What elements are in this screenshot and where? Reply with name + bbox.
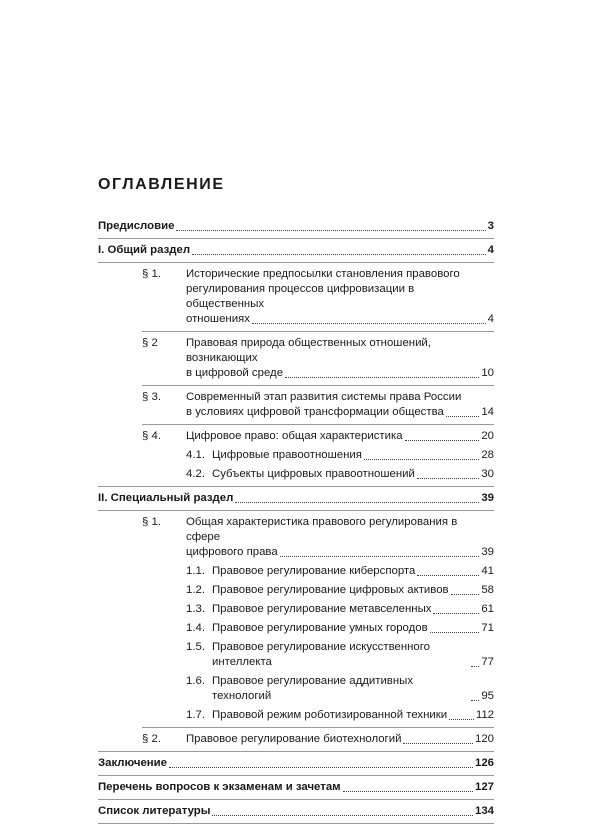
toc-number: § 4. bbox=[142, 430, 161, 442]
toc-label: Список литературы bbox=[98, 805, 211, 817]
toc-page: 61 bbox=[481, 603, 494, 615]
toc-entry-2-1-1[interactable] bbox=[186, 564, 494, 579]
divider bbox=[98, 799, 494, 800]
toc-page: 120 bbox=[474, 733, 494, 745]
divider bbox=[98, 262, 494, 263]
toc-line: в условиях цифровой трансформации общества bbox=[186, 406, 444, 418]
toc-leader bbox=[403, 743, 473, 744]
toc-label: Цифровое право: общая характеристика bbox=[186, 430, 403, 442]
toc-label: Правовое регулирование аддитивных технологий bbox=[212, 675, 414, 702]
toc-page: 58 bbox=[481, 584, 494, 596]
toc-leader bbox=[280, 556, 480, 557]
toc-label: Правовое регулирование искусственного интеллекта bbox=[212, 641, 430, 668]
toc-page: 10 bbox=[481, 367, 494, 379]
toc-page: 126 bbox=[474, 757, 494, 769]
toc-page: 28 bbox=[481, 449, 494, 461]
toc-label: Субъекты цифровых правоотношений bbox=[212, 468, 415, 480]
toc-page: 71 bbox=[481, 622, 494, 634]
divider bbox=[98, 823, 494, 824]
toc-entry-2-1-7[interactable] bbox=[186, 708, 494, 723]
toc-entry-1-3[interactable] bbox=[98, 390, 494, 420]
toc-number: § 2 bbox=[142, 337, 158, 349]
divider bbox=[142, 331, 494, 332]
toc-number: 1.3. bbox=[186, 603, 205, 615]
toc-label: Правовое регулирование киберспорта bbox=[212, 565, 416, 577]
divider bbox=[98, 751, 494, 752]
toc-label: Правовое регулирование цифровых активов bbox=[212, 584, 449, 596]
toc-leader bbox=[451, 594, 480, 595]
toc-line: Правовая природа общественных отношений, возникающих bbox=[186, 337, 431, 364]
toc-entry-literature[interactable] bbox=[98, 804, 494, 819]
toc-number: 1.6. bbox=[186, 675, 205, 687]
divider bbox=[98, 775, 494, 776]
toc-leader bbox=[176, 230, 485, 231]
toc-page: 112 bbox=[475, 709, 494, 721]
toc-entry-section-1[interactable] bbox=[98, 243, 494, 258]
toc-label: Правовое регулирование умных городов bbox=[212, 622, 428, 634]
divider bbox=[142, 727, 494, 728]
toc-leader bbox=[235, 502, 479, 503]
toc-number: 1.4. bbox=[186, 622, 205, 634]
toc-leader bbox=[252, 323, 486, 324]
toc-leader bbox=[433, 613, 479, 614]
toc-leader bbox=[446, 416, 479, 417]
toc-page: 30 bbox=[481, 468, 494, 480]
toc-line: регулирования процессов цифровизации в общественных bbox=[186, 283, 415, 310]
toc-leader bbox=[169, 767, 473, 768]
toc-leader bbox=[364, 459, 479, 460]
toc-leader bbox=[417, 575, 479, 576]
toc-entry-questions[interactable] bbox=[98, 780, 494, 795]
toc-leader bbox=[212, 815, 473, 816]
divider bbox=[98, 238, 494, 239]
toc-entry-2-1-3[interactable] bbox=[186, 602, 494, 617]
toc-line: Современный этап развития системы права России bbox=[186, 391, 462, 403]
toc-page: 4 bbox=[487, 313, 494, 325]
toc-number: 1.2. bbox=[186, 584, 205, 596]
toc-number: 4.2. bbox=[186, 468, 205, 480]
toc-entry-2-2[interactable] bbox=[98, 732, 494, 747]
divider bbox=[98, 510, 494, 511]
toc-label: Цифровые правоотношения bbox=[212, 449, 362, 461]
toc-entry-2-1-4[interactable] bbox=[186, 621, 494, 636]
toc-entry-1-4-1[interactable] bbox=[186, 448, 494, 463]
toc-page: 39 bbox=[481, 546, 494, 558]
table-of-contents bbox=[98, 219, 494, 828]
toc-leader bbox=[417, 478, 479, 479]
toc-label: II. Специальный раздел bbox=[98, 492, 234, 504]
toc-entry-2-1-5[interactable] bbox=[186, 640, 494, 670]
toc-number: § 3. bbox=[142, 391, 161, 403]
divider bbox=[98, 486, 494, 487]
toc-leader bbox=[192, 254, 486, 255]
toc-entry-section-2[interactable] bbox=[98, 491, 494, 506]
toc-label: Правовое регулирование метавселенных bbox=[212, 603, 432, 615]
toc-entry-1-4-2[interactable] bbox=[186, 467, 494, 482]
toc-number: 4.1. bbox=[186, 449, 205, 461]
divider bbox=[142, 424, 494, 425]
toc-number: § 1. bbox=[142, 268, 161, 280]
toc-page: 41 bbox=[481, 565, 494, 577]
toc-number: § 2. bbox=[142, 733, 161, 745]
toc-page: 14 bbox=[481, 406, 494, 418]
toc-page: 134 bbox=[474, 805, 494, 817]
toc-label: Правовое регулирование биотехнологий bbox=[186, 733, 402, 745]
toc-line: отношениях bbox=[186, 313, 250, 325]
toc-entry-2-1-6[interactable] bbox=[186, 674, 494, 704]
page-title: ОГЛАВЛЕНИЕ bbox=[98, 176, 225, 193]
toc-leader bbox=[430, 632, 480, 633]
toc-leader bbox=[343, 791, 473, 792]
toc-line: в цифровой среде bbox=[186, 367, 284, 379]
toc-leader bbox=[405, 440, 480, 441]
toc-entry-preface[interactable] bbox=[98, 219, 494, 234]
toc-page: 4 bbox=[487, 244, 494, 256]
toc-page: 77 bbox=[481, 656, 494, 668]
toc-leader bbox=[449, 719, 474, 720]
toc-leader bbox=[471, 666, 479, 667]
toc-number: § 1. bbox=[142, 516, 161, 528]
toc-leader bbox=[285, 377, 479, 378]
toc-label: Правовой режим роботизированной техники bbox=[212, 709, 448, 721]
toc-label: Заключение bbox=[98, 757, 168, 769]
toc-page: 20 bbox=[481, 430, 494, 442]
toc-entry-1-4[interactable] bbox=[98, 429, 494, 482]
toc-entry-conclusion[interactable] bbox=[98, 756, 494, 771]
toc-page: 127 bbox=[474, 781, 494, 793]
toc-line: цифрового права bbox=[186, 546, 278, 558]
toc-number: 1.5. bbox=[186, 641, 205, 653]
toc-line: Исторические предпосылки становления правового bbox=[186, 268, 460, 280]
toc-number: 1.1. bbox=[186, 565, 205, 577]
toc-entry-2-1[interactable] bbox=[98, 515, 494, 723]
toc-entry-1-1[interactable] bbox=[98, 267, 494, 327]
toc-label: I. Общий раздел bbox=[98, 244, 191, 256]
divider bbox=[142, 385, 494, 386]
toc-label: Перечень вопросов к экзаменам и зачетам bbox=[98, 781, 341, 793]
toc-page: 3 bbox=[487, 220, 494, 232]
toc-entry-2-1-2[interactable] bbox=[186, 583, 494, 598]
toc-entry-1-2[interactable] bbox=[98, 336, 494, 381]
toc-page: 39 bbox=[481, 492, 494, 504]
toc-number: 1.7. bbox=[186, 709, 205, 721]
toc-line: Общая характеристика правового регулирования в сфере bbox=[186, 516, 458, 543]
toc-page: 95 bbox=[481, 690, 494, 702]
toc-label: Предисловие bbox=[98, 220, 175, 232]
toc-leader bbox=[471, 700, 479, 701]
